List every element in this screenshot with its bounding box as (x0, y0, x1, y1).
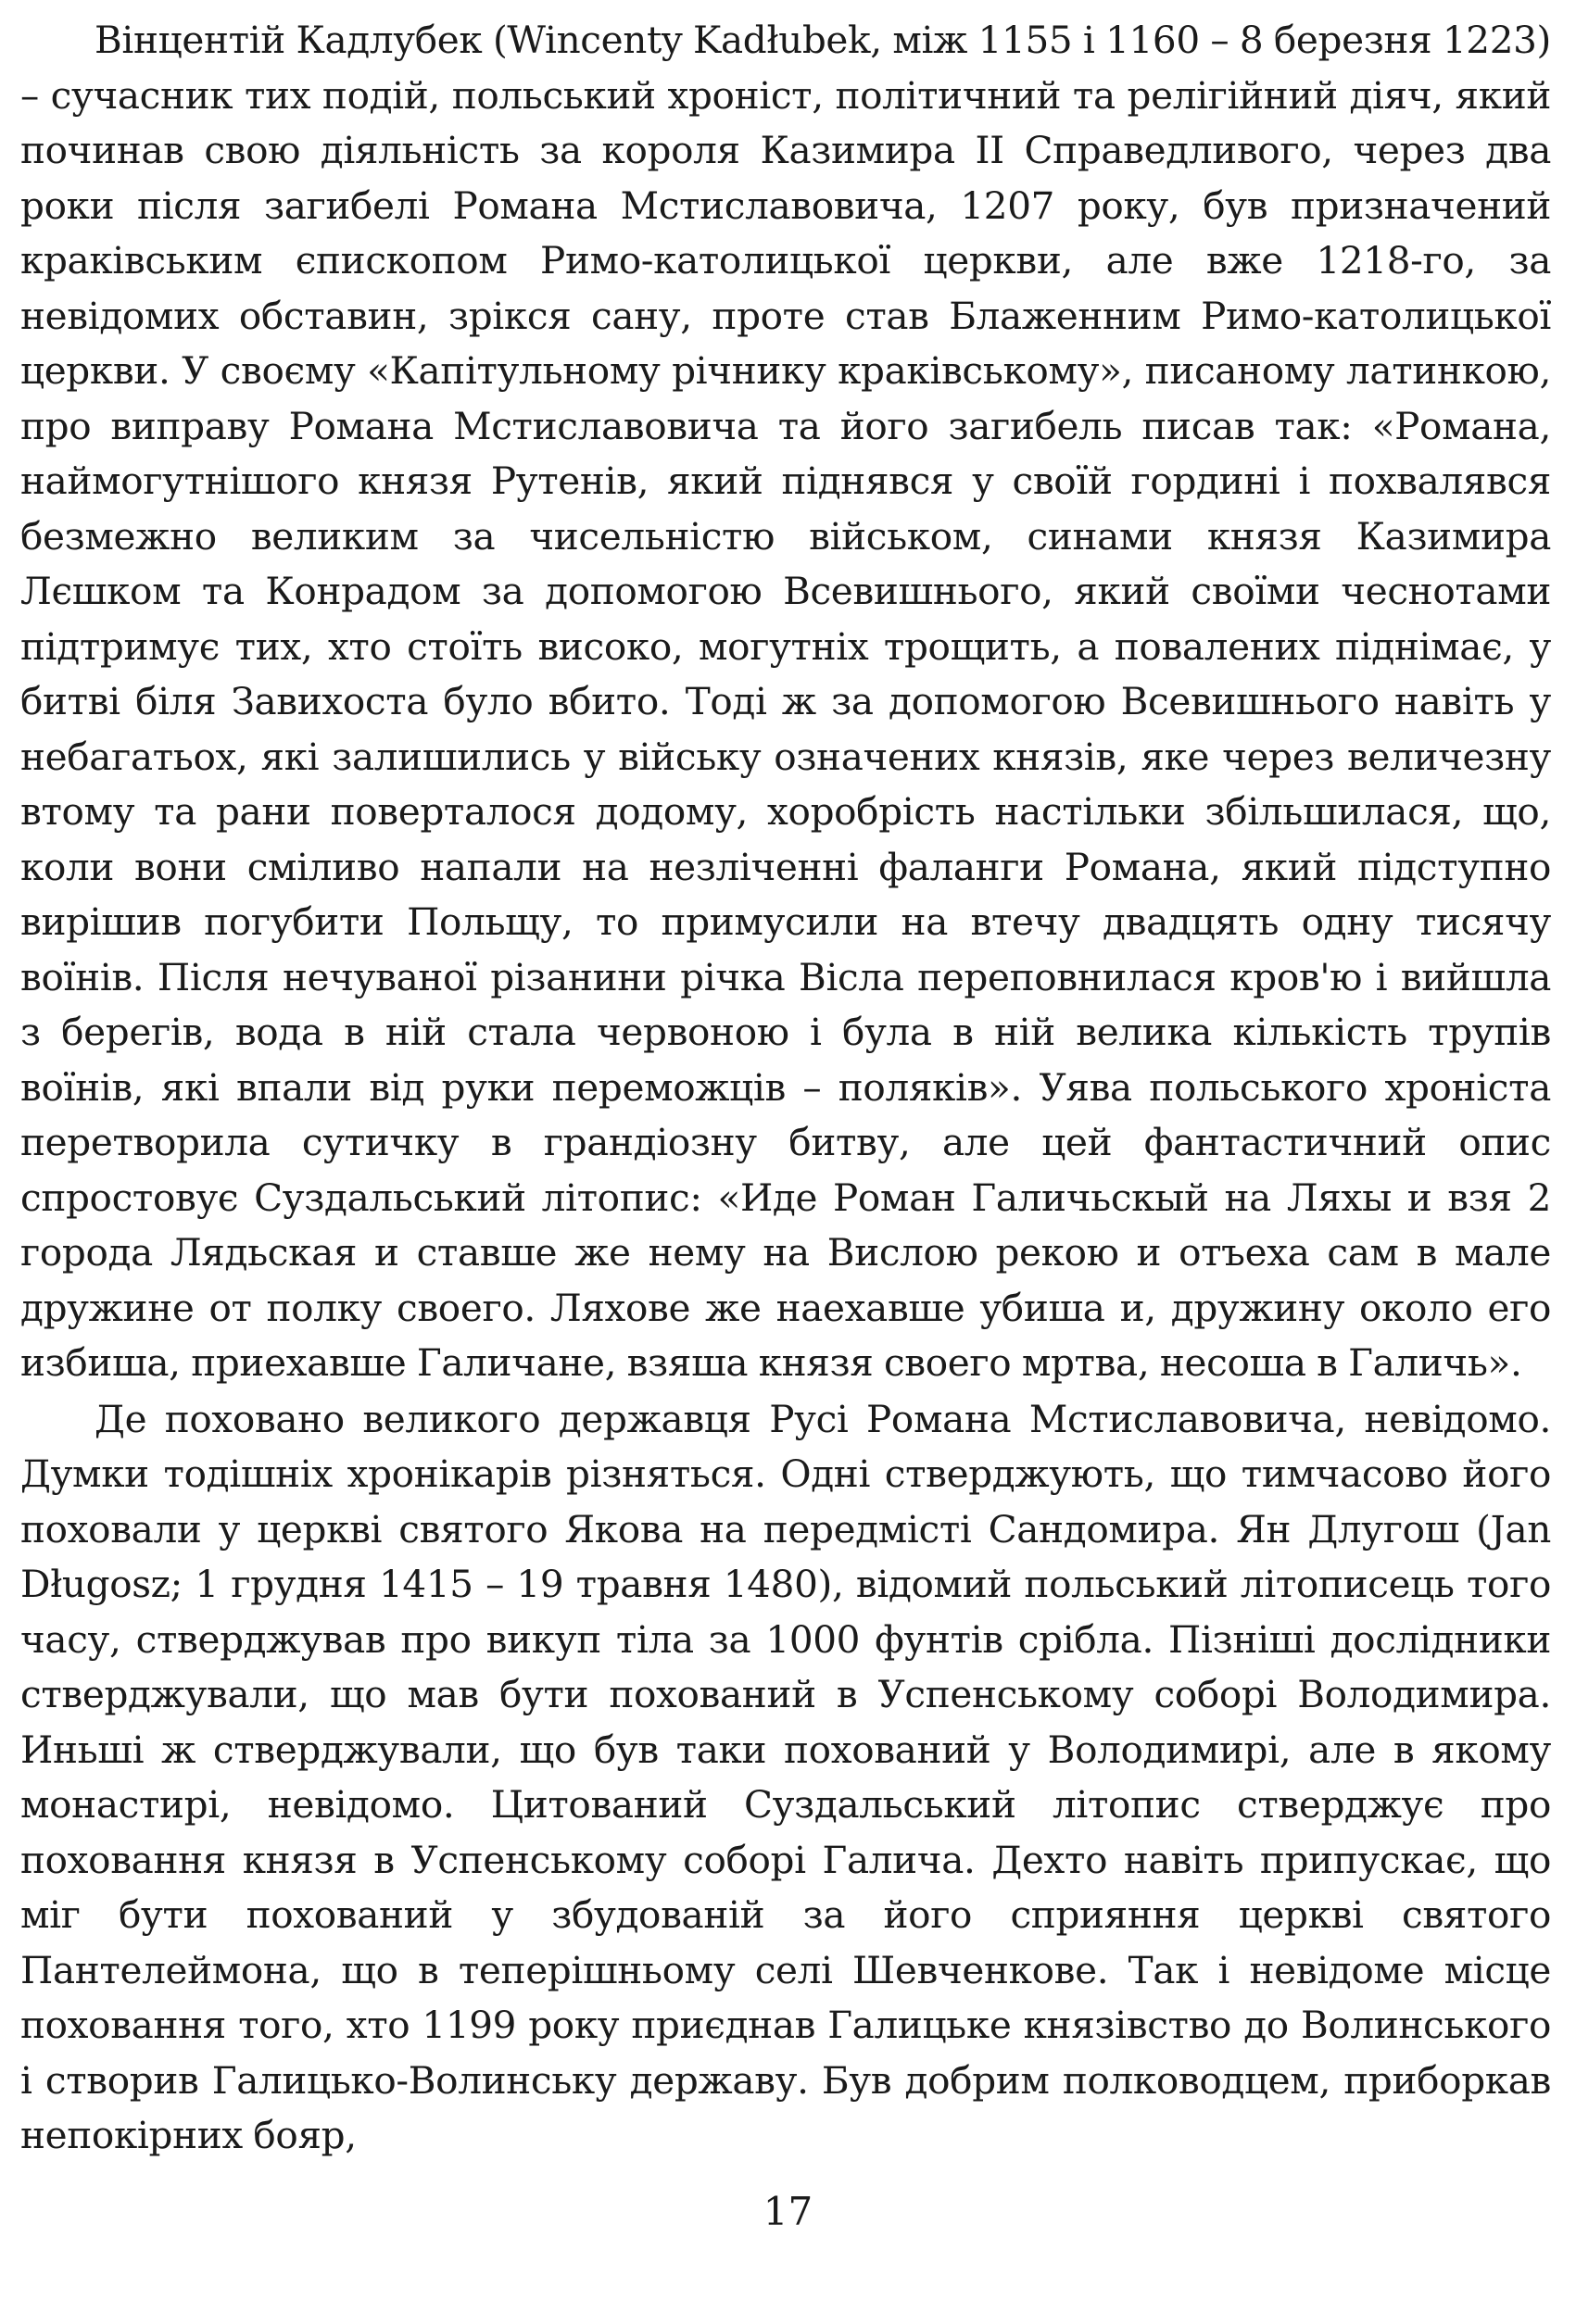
paragraph-kadlubek: Вінцентій Кадлубек (Wincenty Kadłubek, між 1155 і 1160 – 8 березня 1223) – сучасник тих подій, польський хроніст, політичний та релігійний діяч, який починав свою діяльність за короля Казимира II Справедливого, через два роки після загибелі Романа Мстиславовича, 1207 року, був призначений краківським єпископом Римо-католицької церкви, але вже 1218-го, за невідомих обставин, зрікся сану, проте став Блаженним Римо-католицької церкви. У своєму «Капітульному річнику краківському», писаному латинкою, про виправу Романа Мстиславовича та його загибель писав так: «Романа, наймогутнішого князя Рутенів, який піднявся у своїй гордині і похвалявся безмежно великим за чисельністю військом, синами князя Казимира Лєшком та Конрадом за допомогою Всевишнього, який своїми чеснотами підтримує тих, хто стоїть високо, могутніх трощить, а повалених піднімає, у битві біля Завихоста було вбито. Тоді ж за допомогою Всевишнього навіть у небагатьох, які залишились у війську означених князів, яке через величезну втому та рани поверталося додому, хоробрість настільки збільшилася, що, коли вони сміливо напали на незліченні фаланги Романа, який підступно вирішив погубити Польщу, то примусили на втечу двадцять одну тисячу воїнів. Після нечуваної різанини річка Вісла переповнилася кров'ю і вийшла з берегів, вода в ній стала червоною і була в ній велика кількість трупів воїнів, які впали від руки переможців – поляків». Уява польського хроніста перетворила сутичку в грандіозну битву, але цей фантастичний опис спростовує Суздальський літопис: «Иде Роман Галичьскый на Ляхы и взя 2 города Лядьская и ставше же нему на Вислою рекою и отъеха сам в мале дружине от полку своего. Ляхове же наехавше убиша и, дружину около его избиша, приехавше Галичане, взяша князя своего мртва, несоша в Галичь». (20, 18, 1551, 1385)
paragraph-burial: Де поховано великого державця Русі Романа Мстиславовича, невідомо. Думки тодішніх хронікарів різняться. Одні стверджують, що тимчасово його поховали у церкві святого Якова на передмісті Сандомира. Ян Длугош (Jan Długosz; 1 грудня 1415 – 19 травня 1480), відомий польський літописець того часу, стверджував про викуп тіла за 1000 фунтів срібла. Пізніші дослідники стверджували, що мав бути похований в Успенському соборі Володимира. Иньші ж стверджували, що був таки похований у Володимирі, але в якому монастирі, невідомо. Цитований Суздальський літопис стверджує про поховання князя в Успенському соборі Галича. Дехто навіть припускає, що міг бути похований у збудованій за його сприяння церкві святого Пантелеймона, що в теперішньому селі Шевченкове. Так і невідоме місце поховання того, хто 1199 року приєднав Галицьке князівство до Волинського і створив Галицько-Волинську державу. Був добрим полководцем, приборкав непокірних бояр, (20, 1396, 1551, 2157)
page-number: 17 (763, 2189, 813, 2234)
page-body (20, 13, 1551, 2164)
